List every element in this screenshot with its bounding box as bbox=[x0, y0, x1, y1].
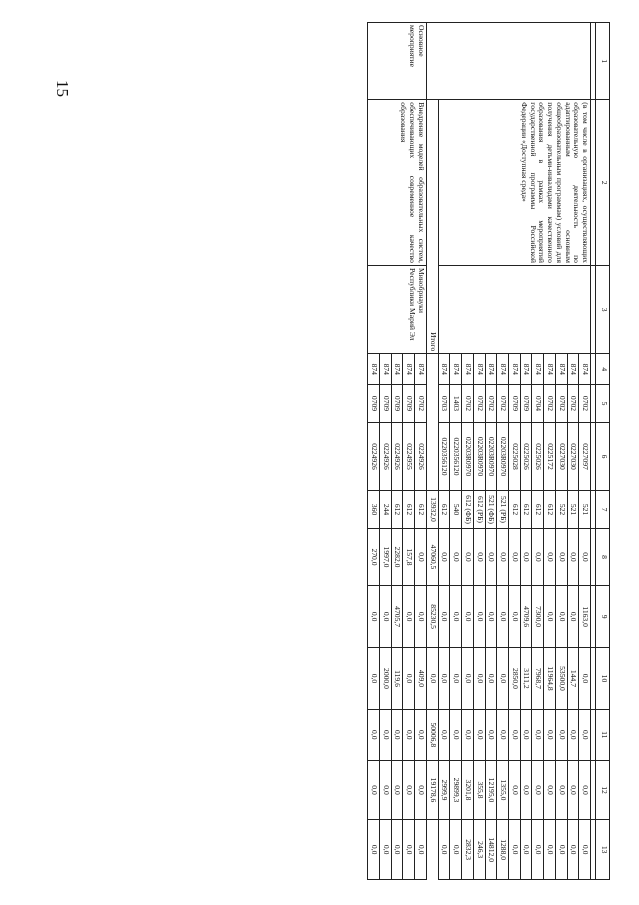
total-value: 85230,5 bbox=[426, 586, 438, 648]
table-cell: 53500,0 bbox=[555, 648, 567, 710]
table-cell: 0,0 bbox=[497, 648, 509, 710]
table-cell: 3111,2 bbox=[520, 648, 532, 710]
table-cell: 0709 bbox=[508, 385, 520, 423]
table-cell: 0227030 bbox=[567, 422, 579, 490]
table-cell: 0,0 bbox=[391, 760, 403, 820]
measure-name: Внедрение моделей образовательных систем, обеспечивающих современное качество образования bbox=[368, 100, 427, 266]
table-cell: 270,0 bbox=[368, 528, 380, 585]
table-cell: 612 (ФБ) bbox=[462, 491, 474, 529]
table-cell: 540 bbox=[450, 491, 462, 529]
table-cell: 874 bbox=[391, 354, 403, 385]
table-cell: 612 bbox=[438, 491, 450, 529]
table-cell: 0709 bbox=[391, 385, 403, 423]
table-cell: 0,0 bbox=[579, 648, 591, 710]
table-cell: 0,0 bbox=[485, 648, 497, 710]
table-cell: 874 bbox=[544, 354, 556, 385]
table-cell: 0225028 bbox=[508, 422, 520, 490]
total-value: 0,0 bbox=[426, 648, 438, 710]
column-header-6: 6 bbox=[596, 422, 610, 490]
table-row bbox=[415, 23, 427, 880]
total-value: 13932,0 bbox=[426, 491, 438, 529]
table-cell: 244 bbox=[380, 491, 392, 529]
table-cell: 0,0 bbox=[544, 760, 556, 820]
table-cell: 0220356120 bbox=[438, 422, 450, 490]
table-cell: 0,0 bbox=[532, 820, 544, 880]
table-cell: 874 bbox=[555, 354, 567, 385]
table-cell: 0,0 bbox=[380, 709, 392, 760]
total-empty bbox=[426, 354, 438, 491]
table-cell: 874 bbox=[438, 354, 450, 385]
table-cell: 0,0 bbox=[415, 528, 427, 585]
column-header-10: 10 bbox=[596, 648, 610, 710]
table-cell: 14812,0 bbox=[485, 820, 497, 880]
table-cell: 0224926 bbox=[380, 422, 392, 490]
table-cell: 612 (РБ) bbox=[473, 491, 485, 529]
table-cell: 0702 bbox=[485, 385, 497, 423]
table-cell: 0224926 bbox=[415, 422, 427, 490]
table-cell: 0,0 bbox=[532, 760, 544, 820]
table-cell: 0,0 bbox=[462, 709, 474, 760]
table-cell: 2000,0 bbox=[380, 648, 392, 710]
table-cell: 0702 bbox=[555, 385, 567, 423]
table-cell: 1403 bbox=[450, 385, 462, 423]
table-cell: 29899,3 bbox=[450, 760, 462, 820]
table-cell: 0,0 bbox=[508, 528, 520, 585]
table-cell: 0,0 bbox=[544, 528, 556, 585]
table-cell: 0,0 bbox=[438, 648, 450, 710]
table-cell: 0702 bbox=[544, 385, 556, 423]
table-cell: 0,0 bbox=[579, 528, 591, 585]
table-cell: 0,0 bbox=[438, 709, 450, 760]
table-cell: 0,0 bbox=[567, 528, 579, 585]
table-cell: 612 bbox=[403, 491, 415, 529]
table-cell: 4705,7 bbox=[391, 586, 403, 648]
table-cell: 0,0 bbox=[544, 586, 556, 648]
cell-col3 bbox=[438, 265, 590, 353]
total-value: 19178,6 bbox=[426, 760, 438, 820]
table-cell: 1288,0 bbox=[497, 820, 509, 880]
table-cell: 360 bbox=[368, 491, 380, 529]
table-cell: 0224926 bbox=[391, 422, 403, 490]
table-cell: 0,0 bbox=[485, 586, 497, 648]
table-cell: 0,0 bbox=[438, 586, 450, 648]
column-header-8: 8 bbox=[596, 528, 610, 585]
table-cell: 874 bbox=[368, 354, 380, 385]
table-cell: 246,3 bbox=[473, 820, 485, 880]
table-cell: 0,0 bbox=[415, 820, 427, 880]
table-cell: 0,0 bbox=[567, 709, 579, 760]
table-cell: 612 bbox=[532, 491, 544, 529]
table-cell: 0,0 bbox=[450, 648, 462, 710]
table-cell: 0,0 bbox=[368, 820, 380, 880]
table-cell: 02203R0970 bbox=[473, 422, 485, 490]
table-cell: 0709 bbox=[368, 385, 380, 423]
table-cell: 0,0 bbox=[380, 820, 392, 880]
column-header-12: 12 bbox=[596, 760, 610, 820]
table-cell: 0,0 bbox=[520, 528, 532, 585]
page-number: 15 bbox=[53, 80, 72, 97]
table-cell: 874 bbox=[567, 354, 579, 385]
table-cell: 874 bbox=[462, 354, 474, 385]
column-header-5: 5 bbox=[596, 385, 610, 423]
column-header-1: 1 bbox=[596, 23, 610, 100]
table-cell: 612 bbox=[415, 491, 427, 529]
table-cell: 0220356120 bbox=[450, 422, 462, 490]
table-cell: 0,0 bbox=[462, 648, 474, 710]
table-cell: 0,0 bbox=[403, 760, 415, 820]
table-cell: 0,0 bbox=[508, 586, 520, 648]
table-cell: 0,0 bbox=[450, 528, 462, 585]
table-cell: 0,0 bbox=[555, 820, 567, 880]
responsible-executor: Минобрнауки Республики Марий Эл bbox=[368, 265, 427, 353]
table-cell: 874 bbox=[508, 354, 520, 385]
table-cell: 0227030 bbox=[555, 422, 567, 490]
table-cell: 0703 bbox=[438, 385, 450, 423]
table-cell: 0,0 bbox=[438, 820, 450, 880]
budget-table bbox=[367, 22, 610, 880]
table-cell: 0224955 bbox=[403, 422, 415, 490]
table-cell: 0,0 bbox=[473, 586, 485, 648]
table-cell: 7300,0 bbox=[532, 586, 544, 648]
table-cell: 0,0 bbox=[520, 820, 532, 880]
table-cell: 0,0 bbox=[450, 586, 462, 648]
table-cell: 0,0 bbox=[415, 586, 427, 648]
table-cell: 0,0 bbox=[555, 528, 567, 585]
table-cell: 0,0 bbox=[368, 648, 380, 710]
table-cell: 0702 bbox=[497, 385, 509, 423]
table-cell: 0,0 bbox=[544, 709, 556, 760]
table-cell: 0,0 bbox=[368, 760, 380, 820]
table-cell: 0702 bbox=[415, 385, 427, 423]
table-cell: 612 bbox=[544, 491, 556, 529]
measure-type: Основное мероприятие bbox=[368, 23, 427, 100]
table-cell: 0702 bbox=[567, 385, 579, 423]
column-header-13: 13 bbox=[596, 820, 610, 880]
table-cell: 0225026 bbox=[520, 422, 532, 490]
table-cell: 4709,6 bbox=[520, 586, 532, 648]
table-cell: 874 bbox=[532, 354, 544, 385]
table-cell: 0,0 bbox=[497, 586, 509, 648]
table-cell: 874 bbox=[403, 354, 415, 385]
table-cell: 0225172 bbox=[544, 422, 556, 490]
table-cell: 874 bbox=[473, 354, 485, 385]
table-cell: 0702 bbox=[462, 385, 474, 423]
table-cell: 874 bbox=[450, 354, 462, 385]
column-header-2: 2 bbox=[596, 100, 610, 266]
table-cell: 0,0 bbox=[555, 586, 567, 648]
table-cell: 0,0 bbox=[567, 820, 579, 880]
table-cell: 522 bbox=[555, 491, 567, 529]
column-number-header-row bbox=[596, 23, 610, 880]
cell-col1 bbox=[426, 23, 590, 100]
table-cell: 0,0 bbox=[555, 709, 567, 760]
table-cell: 11964,8 bbox=[544, 648, 556, 710]
table-cell: 0,0 bbox=[462, 586, 474, 648]
table-row bbox=[579, 23, 591, 880]
table-cell: 0704 bbox=[532, 385, 544, 423]
total-value: 47060,5 bbox=[426, 528, 438, 585]
table-cell: 355,8 bbox=[473, 760, 485, 820]
table-cell: 0,0 bbox=[403, 820, 415, 880]
table-cell: 0,0 bbox=[532, 528, 544, 585]
table-cell: 0,0 bbox=[473, 528, 485, 585]
table-cell: 0,0 bbox=[555, 760, 567, 820]
table-cell: 874 bbox=[579, 354, 591, 385]
table-cell: 0,0 bbox=[567, 760, 579, 820]
table-cell: 2832,3 bbox=[462, 820, 474, 880]
table-cell: 0,0 bbox=[438, 528, 450, 585]
table-cell: 612 bbox=[508, 491, 520, 529]
table-cell: 0,0 bbox=[508, 709, 520, 760]
table-cell: 0709 bbox=[380, 385, 392, 423]
table-cell: 2850,0 bbox=[508, 648, 520, 710]
table-cell: 0702 bbox=[473, 385, 485, 423]
table-cell: 0,0 bbox=[380, 760, 392, 820]
table-cell: 1997,0 bbox=[380, 528, 392, 585]
table-cell: 0,0 bbox=[368, 709, 380, 760]
table-cell: 521 bbox=[579, 491, 591, 529]
table-cell: 0,0 bbox=[497, 528, 509, 585]
table-cell: 0,0 bbox=[415, 709, 427, 760]
table-cell: 0,0 bbox=[532, 709, 544, 760]
table-cell: 0,0 bbox=[567, 586, 579, 648]
table-cell: 0224926 bbox=[368, 422, 380, 490]
table-cell: 0709 bbox=[520, 385, 532, 423]
table-cell: 612 bbox=[391, 491, 403, 529]
table-cell: 0,0 bbox=[380, 586, 392, 648]
table-cell: 874 bbox=[415, 354, 427, 385]
table-cell: 0,0 bbox=[485, 528, 497, 585]
table-cell: 2999,9 bbox=[438, 760, 450, 820]
table-cell: 612 bbox=[520, 491, 532, 529]
table-cell: 02203R0970 bbox=[462, 422, 474, 490]
table-cell: 0,0 bbox=[579, 760, 591, 820]
table-cell: 0,0 bbox=[497, 709, 509, 760]
table-cell: 0,0 bbox=[415, 760, 427, 820]
table-cell: 144,7 bbox=[567, 648, 579, 710]
table-cell: 02203R0970 bbox=[497, 422, 509, 490]
total-row bbox=[426, 23, 438, 880]
table-cell: 0,0 bbox=[520, 760, 532, 820]
column-header-3: 3 bbox=[596, 265, 610, 353]
table-cell: 157,8 bbox=[403, 528, 415, 585]
table-cell: 0702 bbox=[579, 385, 591, 423]
table-cell: 0709 bbox=[403, 385, 415, 423]
measure-description: (в том числе в организациях, осуществляющих образовательную деятельность по адаптированным основным общеобразовательным программам) условий для получения детьми-инвалидами качественного образования в рамках мероприятий государственной программы Российской Федерации «Доступная среда» bbox=[438, 100, 590, 266]
column-header-9: 9 bbox=[596, 586, 610, 648]
table-cell: 0,0 bbox=[473, 709, 485, 760]
table-cell: 521 bbox=[567, 491, 579, 529]
table-cell: 874 bbox=[380, 354, 392, 385]
table-cell: 0,0 bbox=[579, 820, 591, 880]
column-header-7: 7 bbox=[596, 491, 610, 529]
table-cell: 521 (ФБ) bbox=[485, 491, 497, 529]
table-cell: 0,0 bbox=[520, 709, 532, 760]
table-cell: 0,0 bbox=[579, 709, 591, 760]
table-cell: 02203R0970 bbox=[485, 422, 497, 490]
table-cell: 0,0 bbox=[403, 586, 415, 648]
table-cell: 1355,0 bbox=[497, 760, 509, 820]
table-cell: 521 (РБ) bbox=[497, 491, 509, 529]
table-cell: 12195,0 bbox=[485, 760, 497, 820]
table-cell: 0,0 bbox=[544, 820, 556, 880]
column-header-4: 4 bbox=[596, 354, 610, 385]
table-cell: 119,6 bbox=[391, 648, 403, 710]
table-cell: 874 bbox=[520, 354, 532, 385]
table-cell: 0,0 bbox=[473, 648, 485, 710]
table-cell: 874 bbox=[497, 354, 509, 385]
table-cell: 0,0 bbox=[450, 709, 462, 760]
table-cell: 0227097 bbox=[579, 422, 591, 490]
table-body bbox=[368, 23, 591, 880]
table-cell: 0,0 bbox=[508, 820, 520, 880]
budget-table-container bbox=[120, 22, 610, 880]
column-header-11: 11 bbox=[596, 709, 610, 760]
total-label: Итого bbox=[426, 100, 438, 354]
table-cell: 7968,7 bbox=[532, 648, 544, 710]
total-value: 50006,8 bbox=[426, 709, 438, 760]
table-cell: 0,0 bbox=[403, 709, 415, 760]
table-cell: 409,0 bbox=[415, 648, 427, 710]
table-cell: 0,0 bbox=[508, 760, 520, 820]
table-cell: 0,0 bbox=[368, 586, 380, 648]
table-cell: 874 bbox=[485, 354, 497, 385]
table-cell: 0,0 bbox=[485, 709, 497, 760]
table-cell: 0,0 bbox=[391, 709, 403, 760]
table-cell: 2282,0 bbox=[391, 528, 403, 585]
table-cell: 0,0 bbox=[462, 528, 474, 585]
table-cell: 0225026 bbox=[532, 422, 544, 490]
table-cell: 3201,8 bbox=[462, 760, 474, 820]
table-cell: 0,0 bbox=[450, 820, 462, 880]
table-cell: 1163,0 bbox=[579, 586, 591, 648]
table-cell: 0,0 bbox=[391, 820, 403, 880]
header-spacer-row bbox=[591, 23, 596, 880]
table-cell: 0,0 bbox=[403, 648, 415, 710]
